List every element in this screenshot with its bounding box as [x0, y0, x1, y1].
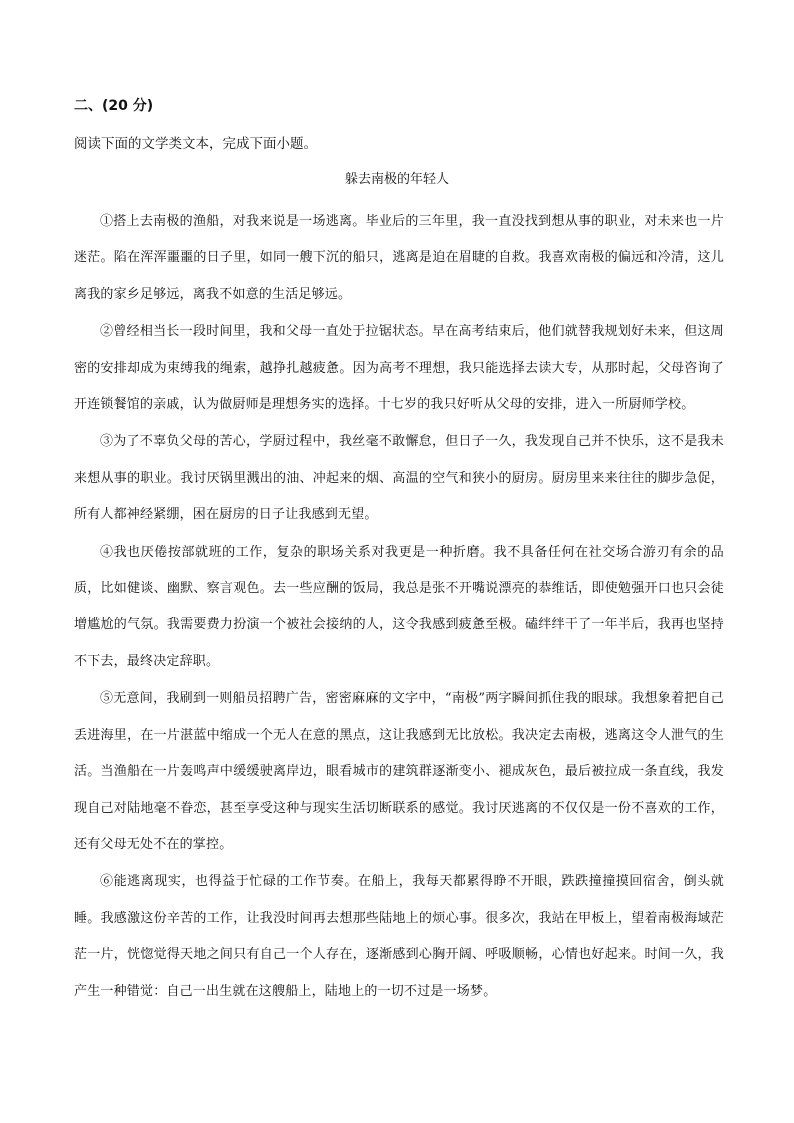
- paragraph-4: ④我也厌倦按部就班的工作，复杂的职场关系对我更是一种折磨。我不具备任何在社交场合游刃有余的品质，比如健谈、幽默、察言观色。去一些应酬的饭局，我总是张不开嘴说漂亮的恭维话，即使勉强开口也只会徒增尴尬的气氛。我需要费力扮演一个被社会接纳的人，这令我感到疲惫至极。磕绊绊干了一年半后，我再也坚持不下去，最终决定辞职。: [74, 544, 724, 669]
- paragraph-2: ②曾经相当长一段时间里，我和父母一直处于拉锯状态。早在高考结束后，他们就替我规划好未来，但这周密的安排却成为束缚我的绳索，越挣扎越疲惫。因为高考不理想，我只能选择去读大专，从那时起，父母咨询了开连锁餐馆的亲戚，认为做厨师是理想务实的选择。十七岁的我只好听从父母的安排，进入一所厨师学校。: [74, 324, 724, 413]
- article-body: [74, 204, 724, 1011]
- section-heading: 二、(20 分): [74, 98, 154, 114]
- article-title: 躲去南极的年轻人: [344, 172, 449, 187]
- reading-instruction: 阅读下面的文学类文本，完成下面小题。: [74, 136, 317, 152]
- paragraph-5: ⑤无意间，我刷到一则船员招聘广告，密密麻麻的文字中，“南极”两字瞬间抓住我的眼球。我想象着把自己丢进海里，在一片湛蓝中缩成一个无人在意的黑点，这让我感到无比放松。我决定去南极，逃离这令人泄气的生活。当渔船在一片轰鸣声中缓缓驶离岸边，眼看城市的建筑群逐渐变小、褪成灰色，最后被拉成一条直线，我发现自己对陆地毫不眷恋，甚至享受这种与现实生活切断联系的感觉。我讨厌逃离的不仅仅是一份不喜欢的工作，还有父母无处不在的掌控。: [74, 691, 724, 852]
- paragraph-3: ③为了不辜负父母的苦心，学厨过程中，我丝毫不敢懈怠，但日子一久，我发现自己并不快乐，这不是我未来想从事的职业。我讨厌锅里溅出的油、冲起来的烟、高温的空气和狭小的厨房。厨房里来来往往的脚步急促，所有人都神经紧绷，困在厨房的日子让我感到无望。: [74, 434, 724, 523]
- paragraph-6: ⑥能逃离现实，也得益于忙碌的工作节奏。在船上，我每天都累得睁不开眼，跌跌撞撞摸回宿舍，倒头就睡。我感激这份辛苦的工作，让我没时间再去想那些陆地上的烦心事。很多次，我站在甲板上，望着南极海域茫茫一片，恍惚觉得天地之间只有自己一个人存在，逐渐感到心胸开阔、呼吸顺畅，心情也好起来。时间一久，我产生一种错觉：自己一出生就在这艘船上，陆地上的一切不过是一场梦。: [74, 874, 724, 999]
- paragraph-1: ①搭上去南极的渔船，对我来说是一场逃离。毕业后的三年里，我一直没找到想从事的职业，对未来也一片迷茫。陷在浑浑噩噩的日子里，如同一艘下沉的船只，逃离是迫在眉睫的自救。我喜欢南极的偏远和冷清，这儿离我的家乡足够远，离我不如意的生活足够远。: [74, 214, 724, 302]
